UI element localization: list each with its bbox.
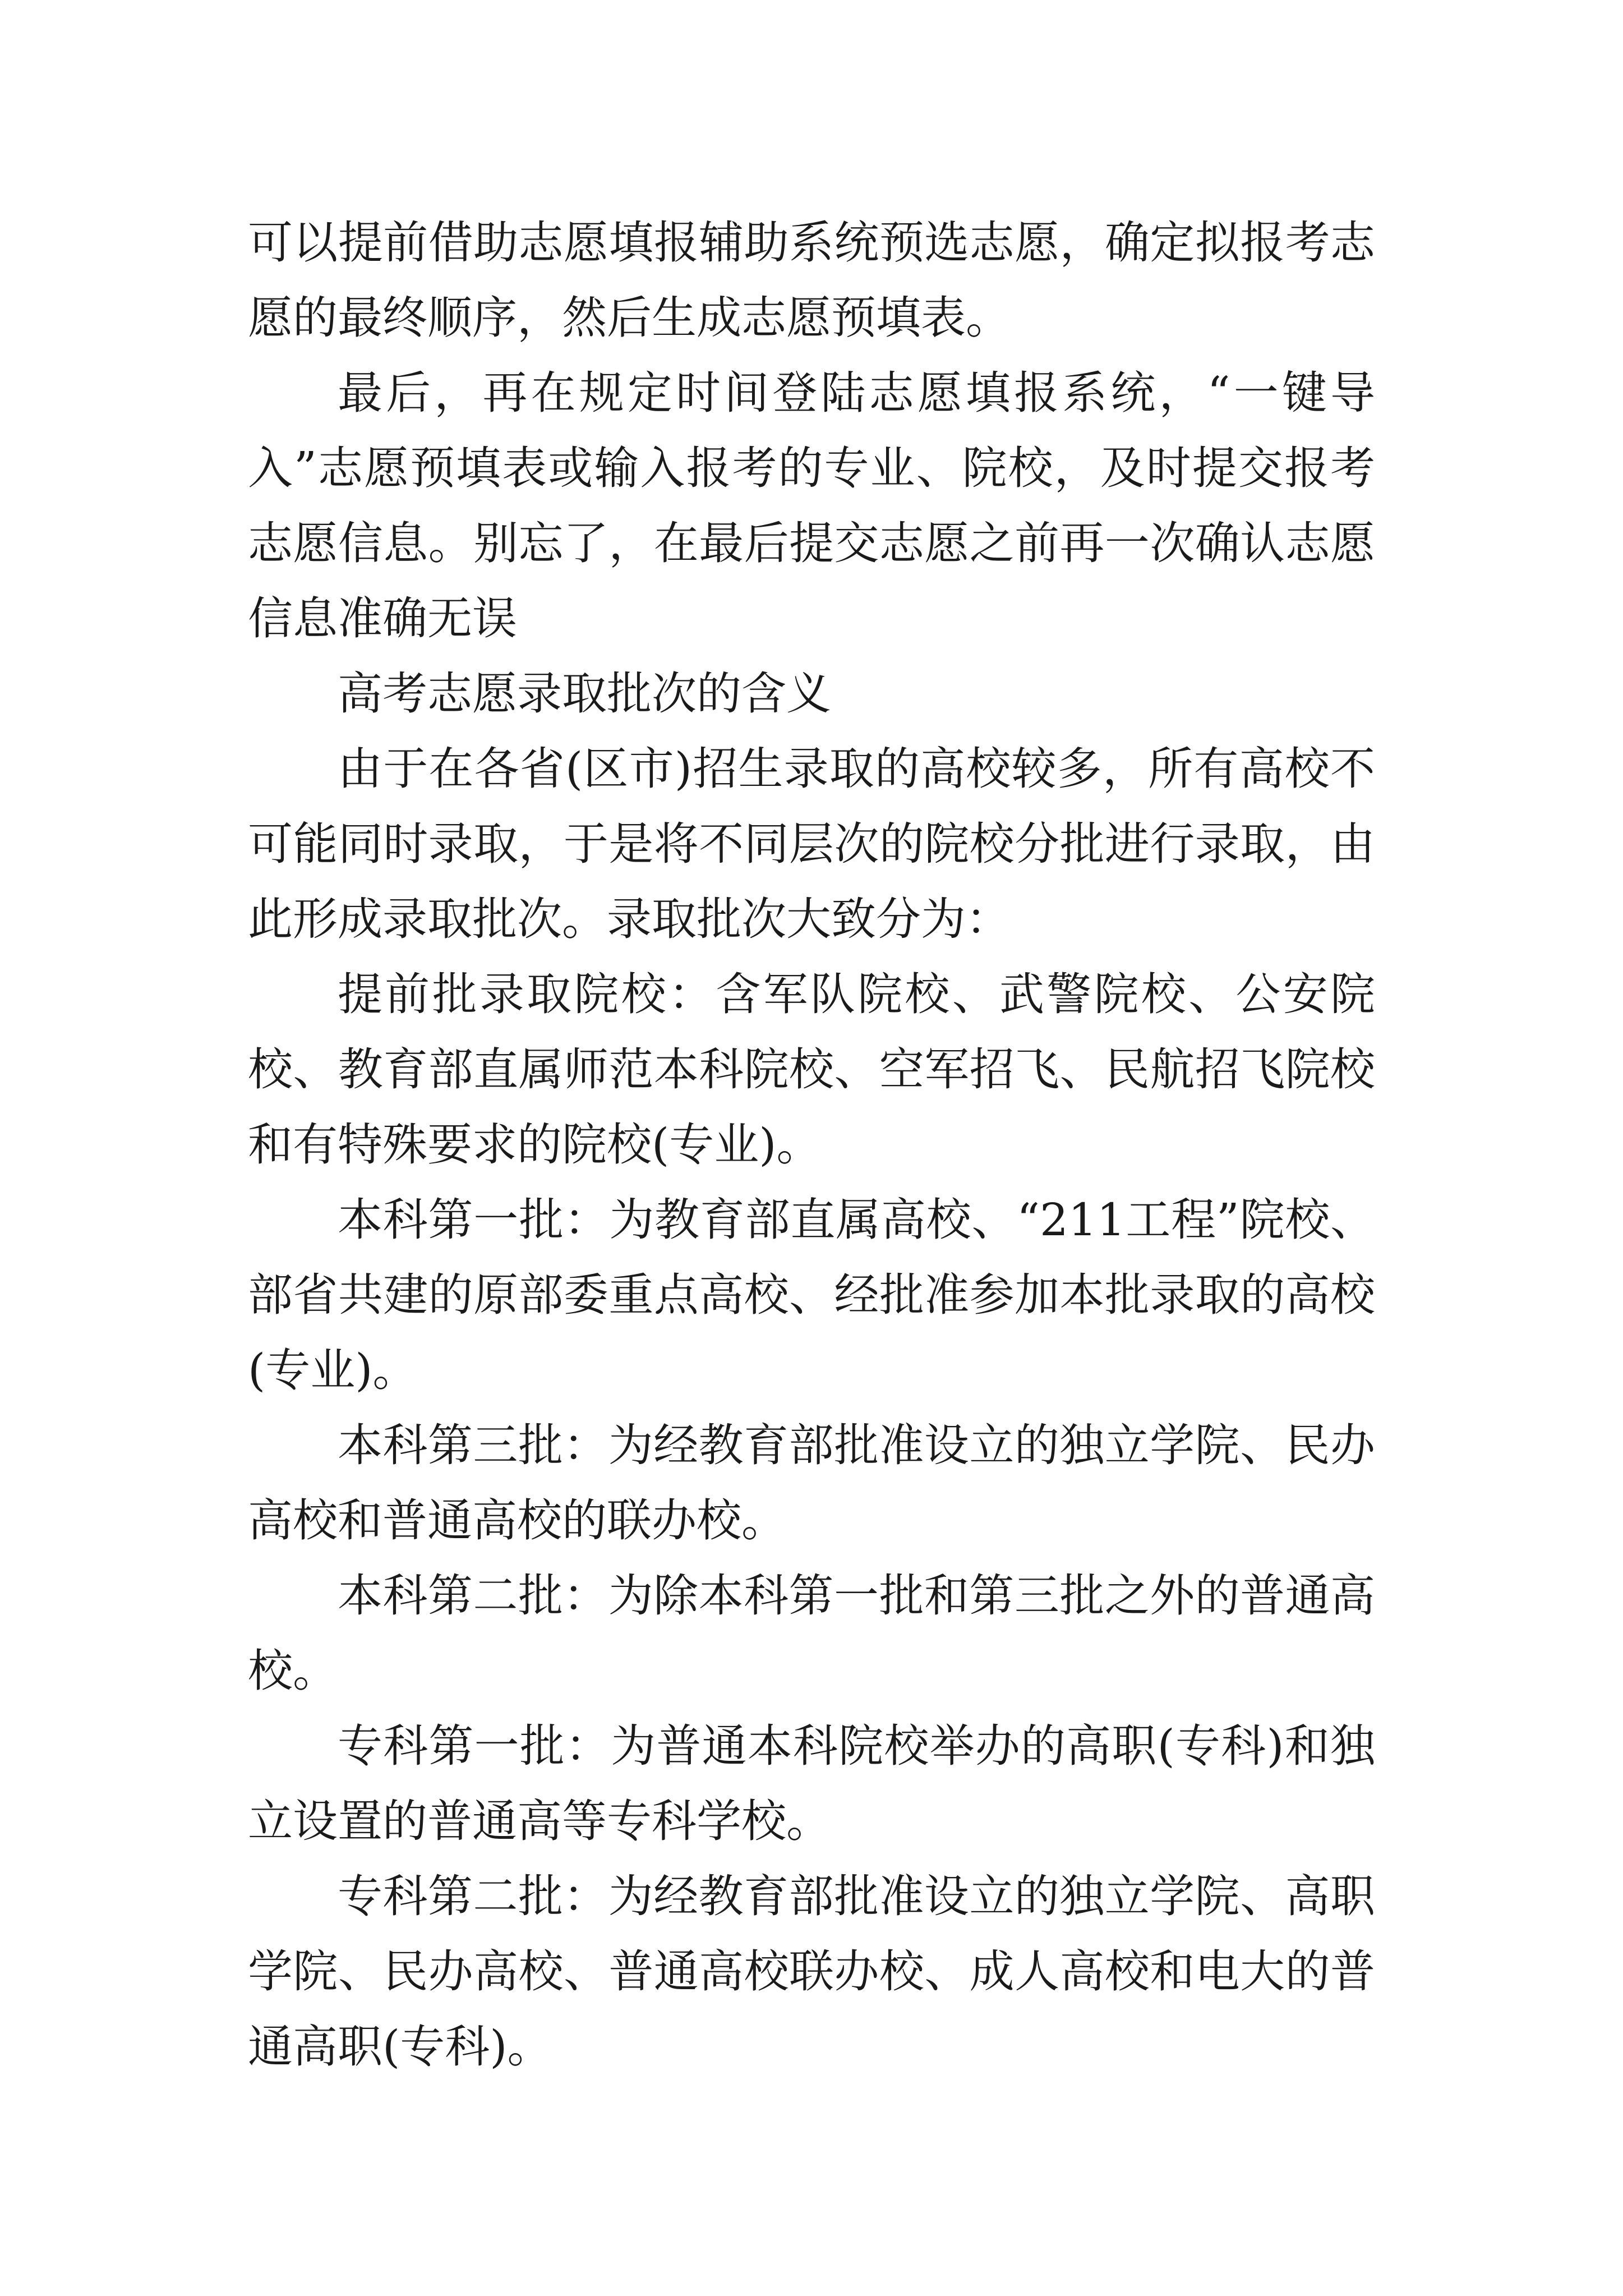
paragraph-early-batch: 提前批录取院校：含军队院校、武警院校、公安院校、教育部直属师范本科院校、空军招飞、民航招飞院校和有特殊要求的院校(专业)。 bbox=[248, 968, 1375, 1171]
document-body bbox=[248, 205, 1375, 2085]
paragraph-batch-intro: 由于在各省(区市)招生录取的高校较多，所有高校不可能同时录取，于是将不同层次的院校分批进行录取，由此形成录取批次。录取批次大致分为： bbox=[248, 743, 1375, 945]
paragraph-continuation: 可以提前借助志愿填报辅助系统预选志愿，确定拟报考志愿的最终顺序，然后生成志愿预填表。 bbox=[248, 217, 1375, 344]
section-heading: 高考志愿录取批次的含义 bbox=[338, 668, 831, 720]
paragraph-undergrad-second-batch: 本科第二批：为除本科第一批和第三批之外的普通高校。 bbox=[248, 1570, 1375, 1697]
paragraph-undergrad-first-batch: 本科第一批：为教育部直属高校、“211工程”院校、部省共建的原部委重点高校、经批准参加本批录取的高校(专业)。 bbox=[248, 1194, 1375, 1396]
paragraph-undergrad-third-batch: 本科第三批：为经教育部批准设立的独立学院、民办高校和普通高校的联办校。 bbox=[248, 1419, 1375, 1547]
paragraph-junior-first-batch: 专科第一批：为普通本科院校举办的高职(专科)和独立设置的普通高等专科学校。 bbox=[248, 1720, 1375, 1847]
paragraph-final-step: 最后，再在规定时间登陆志愿填报系统，“一键导入”志愿预填表或输入报考的专业、院校，及时提交报考志愿信息。别忘了，在最后提交志愿之前再一次确认志愿信息准确无误 bbox=[248, 367, 1375, 645]
paragraph-junior-second-batch: 专科第二批：为经教育部批准设立的独立学院、高职学院、民办高校、普通高校联办校、成人高校和电大的普通高职(专科)。 bbox=[248, 1870, 1375, 2073]
